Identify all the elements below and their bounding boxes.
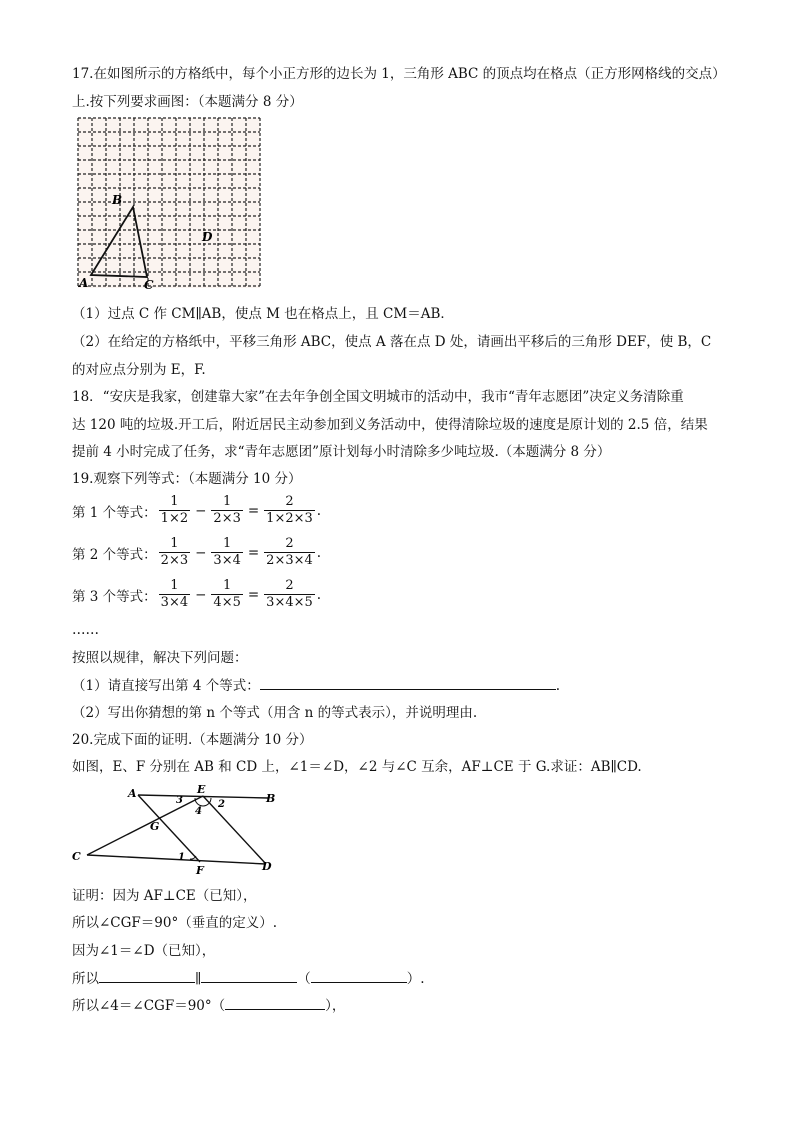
q19-title: 19.观察下列等式：（本题满分 10 分） <box>72 471 302 487</box>
proof-line1: 证明：因为 AF⊥CE（已知）， <box>72 888 257 904</box>
proof-line4: 所以 ∥ （ ）. <box>72 968 425 989</box>
equation-3: 第 3 个等式： $\frac{1}{3\times 4}$ − $\frac{1}{4\times 5}$ = $\frac{2}{3\times 4\times 5}$ . <box>72 578 322 610</box>
answer-blank[interactable] <box>260 675 556 690</box>
fraction: $\frac{1}{4\times 5}$ <box>213 578 241 610</box>
proof-line5: 所以∠4＝∠CGF＝90°（ ）， <box>72 995 345 1016</box>
geometry-figure <box>66 782 286 876</box>
angle-1-label: 1 <box>178 852 185 863</box>
answer-blank[interactable] <box>99 968 195 983</box>
equation-label: 第 3 个等式： <box>72 588 157 605</box>
q20-statement: 如图，E、F 分别在 AB 和 CD 上，∠1＝∠D，∠2 与∠C 互余，AF⊥CE 于 G.求证：AB∥CD. <box>72 759 642 775</box>
label-E: E <box>197 783 206 796</box>
fraction: $\frac{1}{2\times 3}$ <box>160 536 189 568</box>
q18-line3: 提前 4 小时完成了任务，求“青年志愿团”原计划每小时清除多少吨垃圾.（本题满分 8 分） <box>72 444 611 460</box>
q19-sub2: （2）写出你猜想的第 n 个等式（用含 n 的等式表示），并说明理由. <box>72 705 478 721</box>
equation-label: 第 1 个等式： <box>72 504 157 521</box>
angle-4-label: 4 <box>195 806 202 817</box>
q19-instruction: 按照以规律，解决下列问题： <box>72 650 248 666</box>
q17-line2: 上.按下列要求画图：（本题满分 8 分） <box>72 94 303 110</box>
label-A: A <box>128 787 137 800</box>
label-D: D <box>202 230 213 244</box>
equation-1: 第 1 个等式： $\frac{1}{1\times 2}$ − $\frac{1}{2\times 3}$ = $\frac{2}{1\times 2\times 3}$ . <box>72 494 322 526</box>
label-C: C <box>72 850 81 863</box>
q19-sub1: （1）请直接写出第 4 个等式： . <box>72 675 560 696</box>
q20-title: 20.完成下面的证明.（本题满分 10 分） <box>72 732 313 748</box>
label-A: A <box>79 276 89 290</box>
fraction: $\frac{1}{3\times 4}$ <box>213 536 241 568</box>
q18-line2: 达 120 吨的垃圾.开工后，附近居民主动参加到义务活动中，使得清除垃圾的速度是原计划的 2.5 倍，结果 <box>72 417 708 433</box>
label-D: D <box>262 860 272 873</box>
angle-3-label: 3 <box>176 795 183 806</box>
label-B: B <box>112 193 123 207</box>
label-C: C <box>144 278 154 292</box>
fraction: $\frac{2}{3\times 4\times 5}$ <box>266 578 313 610</box>
fraction: $\frac{1}{2\times 3}$ <box>213 494 241 526</box>
answer-blank[interactable] <box>311 968 407 983</box>
q18-line1: 18．“安庆是我家，创建靠大家”在去年争创全国文明城市的活动中，我市“青年志愿团”决定义务清除重 <box>72 389 684 405</box>
label-F: F <box>196 864 204 876</box>
q17-sub2b: 的对应点分别为 E，F. <box>72 362 206 378</box>
answer-blank[interactable] <box>225 995 325 1010</box>
label-G: G <box>150 820 160 833</box>
grid-figure <box>70 114 266 296</box>
fraction: $\frac{1}{3\times 4}$ <box>160 578 189 610</box>
label-B: B <box>266 792 276 805</box>
q17-sub1: （1）过点 C 作 CM∥AB，使点 M 也在格点上，且 CM＝AB． <box>72 306 454 322</box>
proof-line2: 所以∠CGF＝90°（垂直的定义）. <box>72 915 278 931</box>
q17-sub2a: （2）在给定的方格纸中，平移三角形 ABC，使点 A 落在点 D 处，请画出平移后的三角形 DEF，使 B，C <box>72 334 712 350</box>
equation-label: 第 2 个等式： <box>72 546 157 563</box>
answer-blank[interactable] <box>201 968 297 983</box>
equation-2: 第 2 个等式： $\frac{1}{2\times 3}$ − $\frac{1}{3\times 4}$ = $\frac{2}{2\times 3\times 4}$ . <box>72 536 322 568</box>
fraction: $\frac{2}{2\times 3\times 4}$ <box>266 536 313 568</box>
fraction: $\frac{1}{1\times 2}$ <box>160 494 189 526</box>
q17-line1: 17.在如图所示的方格纸中，每个小正方形的边长为 1，三角形 ABC 的顶点均在格点（正方形网格线的交点） <box>72 66 726 82</box>
q19-ellipsis: …… <box>72 622 99 638</box>
fraction: $\frac{2}{1\times 2\times 3}$ <box>266 494 313 526</box>
angle-2-label: 2 <box>218 799 225 810</box>
proof-line3: 因为∠1＝∠D（已知）， <box>72 943 216 959</box>
